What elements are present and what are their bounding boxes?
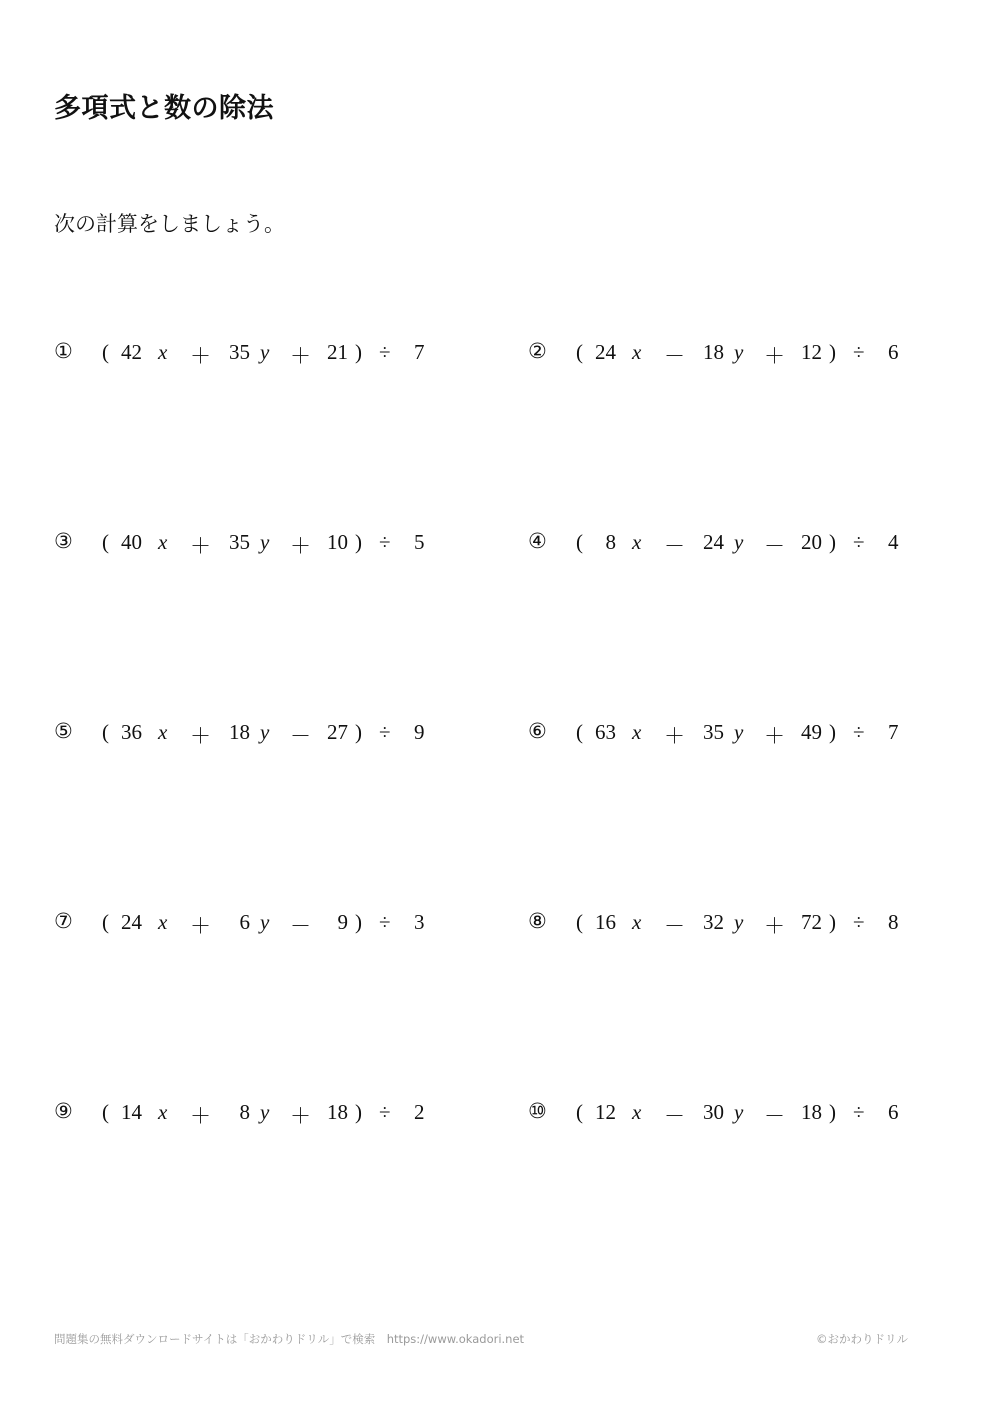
operator-2: － — [290, 914, 311, 938]
problem-number: ⑧ — [528, 909, 547, 933]
problem-item — [528, 530, 928, 560]
var-y: y — [260, 340, 270, 364]
var-y: y — [260, 530, 270, 554]
var-y: y — [734, 910, 744, 934]
var-x: x — [632, 910, 642, 934]
close-paren: ) — [355, 720, 362, 744]
var-x: x — [158, 720, 168, 744]
divisor: 3 — [414, 910, 425, 934]
var-y: y — [260, 720, 270, 744]
divisor: 7 — [888, 720, 899, 744]
var-y: y — [260, 910, 270, 934]
problem-number: ⑤ — [54, 719, 73, 743]
divisor: 4 — [888, 530, 899, 554]
coef-x: 8 — [605, 530, 616, 554]
constant: 20 — [801, 530, 822, 554]
var-x: x — [158, 910, 168, 934]
constant: 12 — [801, 340, 822, 364]
constant: 72 — [801, 910, 822, 934]
divide-sign: ÷ — [379, 530, 391, 554]
close-paren: ) — [355, 910, 362, 934]
coef-y: 35 — [229, 340, 250, 364]
close-paren: ) — [829, 910, 836, 934]
problem-number: ④ — [528, 529, 547, 553]
var-x: x — [632, 340, 642, 364]
coef-y: 6 — [239, 910, 250, 934]
constant: 18 — [327, 1100, 348, 1124]
constant: 9 — [337, 910, 348, 934]
coef-y: 18 — [703, 340, 724, 364]
divide-sign: ÷ — [853, 530, 865, 554]
problem-number: ⑨ — [54, 1099, 73, 1123]
coef-y: 18 — [229, 720, 250, 744]
var-x: x — [158, 530, 168, 554]
open-paren: ( — [102, 720, 109, 744]
constant: 21 — [327, 340, 348, 364]
operator-2: － — [290, 724, 311, 748]
problem-item — [528, 340, 928, 370]
operator-2: ＋ — [764, 344, 785, 368]
coef-y: 35 — [229, 530, 250, 554]
operator-1: ＋ — [190, 724, 211, 748]
divisor: 9 — [414, 720, 425, 744]
divide-sign: ÷ — [379, 340, 391, 364]
close-paren: ) — [355, 1100, 362, 1124]
var-y: y — [734, 720, 744, 744]
coef-x: 24 — [595, 340, 616, 364]
var-x: x — [158, 340, 168, 364]
operator-1: ＋ — [190, 914, 211, 938]
var-y: y — [734, 340, 744, 364]
operator-2: ＋ — [290, 1104, 311, 1128]
coef-x: 14 — [121, 1100, 142, 1124]
close-paren: ) — [355, 340, 362, 364]
operator-1: ＋ — [190, 344, 211, 368]
problem-item — [528, 1100, 928, 1130]
divisor: 8 — [888, 910, 899, 934]
close-paren: ) — [829, 720, 836, 744]
problem-item — [54, 910, 454, 940]
problem-item — [528, 720, 928, 750]
close-paren: ) — [829, 1100, 836, 1124]
operator-2: － — [764, 1104, 785, 1128]
open-paren: ( — [576, 530, 583, 554]
coef-x: 63 — [595, 720, 616, 744]
open-paren: ( — [576, 910, 583, 934]
var-y: y — [260, 1100, 270, 1124]
coef-x: 12 — [595, 1100, 616, 1124]
problem-number: ③ — [54, 529, 73, 553]
divide-sign: ÷ — [853, 720, 865, 744]
page-title: 多項式と数の除法 — [54, 93, 274, 124]
constant: 18 — [801, 1100, 822, 1124]
close-paren: ) — [829, 340, 836, 364]
divide-sign: ÷ — [379, 910, 391, 934]
var-x: x — [632, 1100, 642, 1124]
var-x: x — [632, 720, 642, 744]
var-x: x — [158, 1100, 168, 1124]
operator-2: － — [764, 534, 785, 558]
open-paren: ( — [102, 1100, 109, 1124]
operator-1: － — [664, 534, 685, 558]
problem-number: ⑦ — [54, 909, 73, 933]
operator-1: ＋ — [664, 724, 685, 748]
coef-x: 16 — [595, 910, 616, 934]
operator-2: ＋ — [290, 344, 311, 368]
problem-number: ② — [528, 339, 547, 363]
divide-sign: ÷ — [853, 340, 865, 364]
operator-1: － — [664, 1104, 685, 1128]
problem-item — [54, 720, 454, 750]
var-x: x — [632, 530, 642, 554]
problem-item — [54, 1100, 454, 1130]
coef-y: 8 — [239, 1100, 250, 1124]
coef-y: 32 — [703, 910, 724, 934]
constant: 49 — [801, 720, 822, 744]
divisor: 7 — [414, 340, 425, 364]
divisor: 6 — [888, 1100, 899, 1124]
divisor: 5 — [414, 530, 425, 554]
constant: 27 — [327, 720, 348, 744]
open-paren: ( — [102, 530, 109, 554]
open-paren: ( — [576, 720, 583, 744]
problem-number: ⑩ — [528, 1099, 547, 1123]
divisor: 2 — [414, 1100, 425, 1124]
constant: 10 — [327, 530, 348, 554]
coef-x: 42 — [121, 340, 142, 364]
operator-2: ＋ — [764, 724, 785, 748]
close-paren: ) — [355, 530, 362, 554]
divide-sign: ÷ — [853, 1100, 865, 1124]
problem-item — [528, 910, 928, 940]
problem-item — [54, 340, 454, 370]
divide-sign: ÷ — [379, 720, 391, 744]
divide-sign: ÷ — [853, 910, 865, 934]
open-paren: ( — [576, 340, 583, 364]
problem-number: ① — [54, 339, 73, 363]
problem-number: ⑥ — [528, 719, 547, 743]
footer-copyright: ©おかわりドリル — [816, 1332, 908, 1346]
footer-site-text: 問題集の無料ダウンロードサイトは「おかわりドリル」で検索 https://www.okadori.net — [54, 1332, 525, 1346]
coef-x: 40 — [121, 530, 142, 554]
operator-1: － — [664, 914, 685, 938]
coef-y: 35 — [703, 720, 724, 744]
operator-1: ＋ — [190, 1104, 211, 1128]
close-paren: ) — [829, 530, 836, 554]
open-paren: ( — [576, 1100, 583, 1124]
coef-x: 24 — [121, 910, 142, 934]
var-y: y — [734, 1100, 744, 1124]
coef-y: 24 — [703, 530, 724, 554]
divide-sign: ÷ — [379, 1100, 391, 1124]
coef-x: 36 — [121, 720, 142, 744]
problem-item — [54, 530, 454, 560]
coef-y: 30 — [703, 1100, 724, 1124]
instruction-text: 次の計算をしましょう。 — [54, 212, 285, 236]
open-paren: ( — [102, 340, 109, 364]
operator-2: ＋ — [290, 534, 311, 558]
open-paren: ( — [102, 910, 109, 934]
var-y: y — [734, 530, 744, 554]
operator-1: ＋ — [190, 534, 211, 558]
operator-1: － — [664, 344, 685, 368]
divisor: 6 — [888, 340, 899, 364]
operator-2: ＋ — [764, 914, 785, 938]
